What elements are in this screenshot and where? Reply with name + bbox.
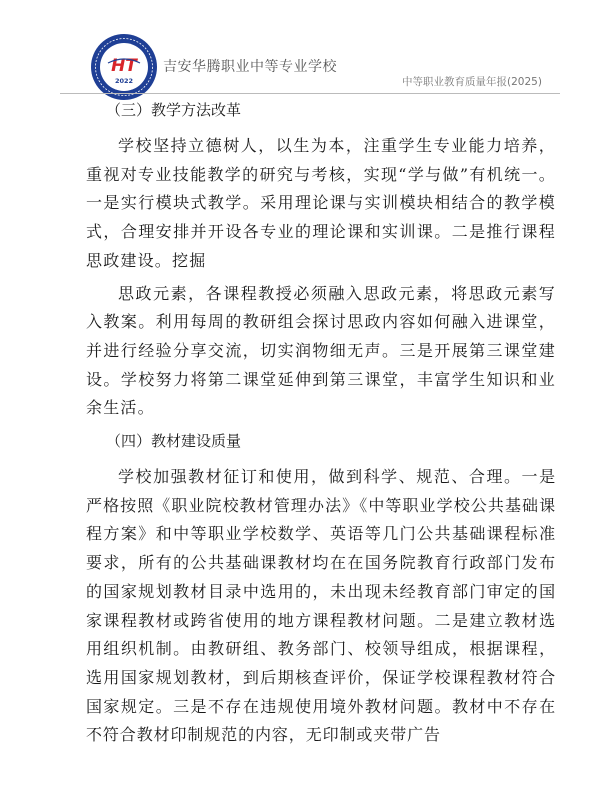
paragraph: 学校加强教材征订和使用，做到科学、规范、合理。一是严格按照《职业院校教材管理办法》《中等职业学校公共基础课程方案》和中等职业学校数学、英语等几门公共基础课程标准要求，所有的公共基础课教材均在在国务院教育行政部门发布的国家规划教材目录中选用的，未出现未经教育部门审定的国家课程教材或跨省使用的地方课程教材问题。二是建立教材选用组织机制。由教研组、教务部门、校领导组成，根据课程，选用国家规划教材，到后期核查评价，保证学校课程教材符合国家规定。三是不存在违规使用境外教材问题。教材中不存在不符合教材印制规范的内容，无印制或夹带广告 xyxy=(86,467,556,745)
section-heading: （四）教材建设质量 xyxy=(106,432,242,451)
svg-text:2022: 2022 xyxy=(114,77,134,85)
document-body xyxy=(86,96,556,754)
svg-text:HT: HT xyxy=(111,56,137,76)
header-divider xyxy=(60,93,560,94)
paragraph: 学校坚持立德树人，以生为本，注重学生专业能力培养，重视对专业技能教学的研究与考核，实现“学与做”有机统一。一是实行模块式教学。采用理论课与实训模块相结合的教学模式，合理安排并开设各专业的理论课和实训课。二是推行课程思政建设。挖掘 xyxy=(86,136,556,270)
section-heading: （三）教学方法改革 xyxy=(106,101,242,119)
paragraph: 思政元素，各课程教授必须融入思政元素，将思政元素写入教案。利用每周的教研组会探讨思政内容如何融入进课堂，并进行经验分享交流，切实润物细无声。三是开展第三课堂建设。学校努力将第二课堂延伸到第三课堂，丰富学生知识和业余生活。 xyxy=(86,283,556,418)
report-title: 中等职业教育质量年报(2025) xyxy=(402,76,542,88)
school-logo xyxy=(90,33,158,101)
page-header xyxy=(0,0,600,95)
school-name: 吉安华腾职业中等专业学校 xyxy=(163,59,337,75)
